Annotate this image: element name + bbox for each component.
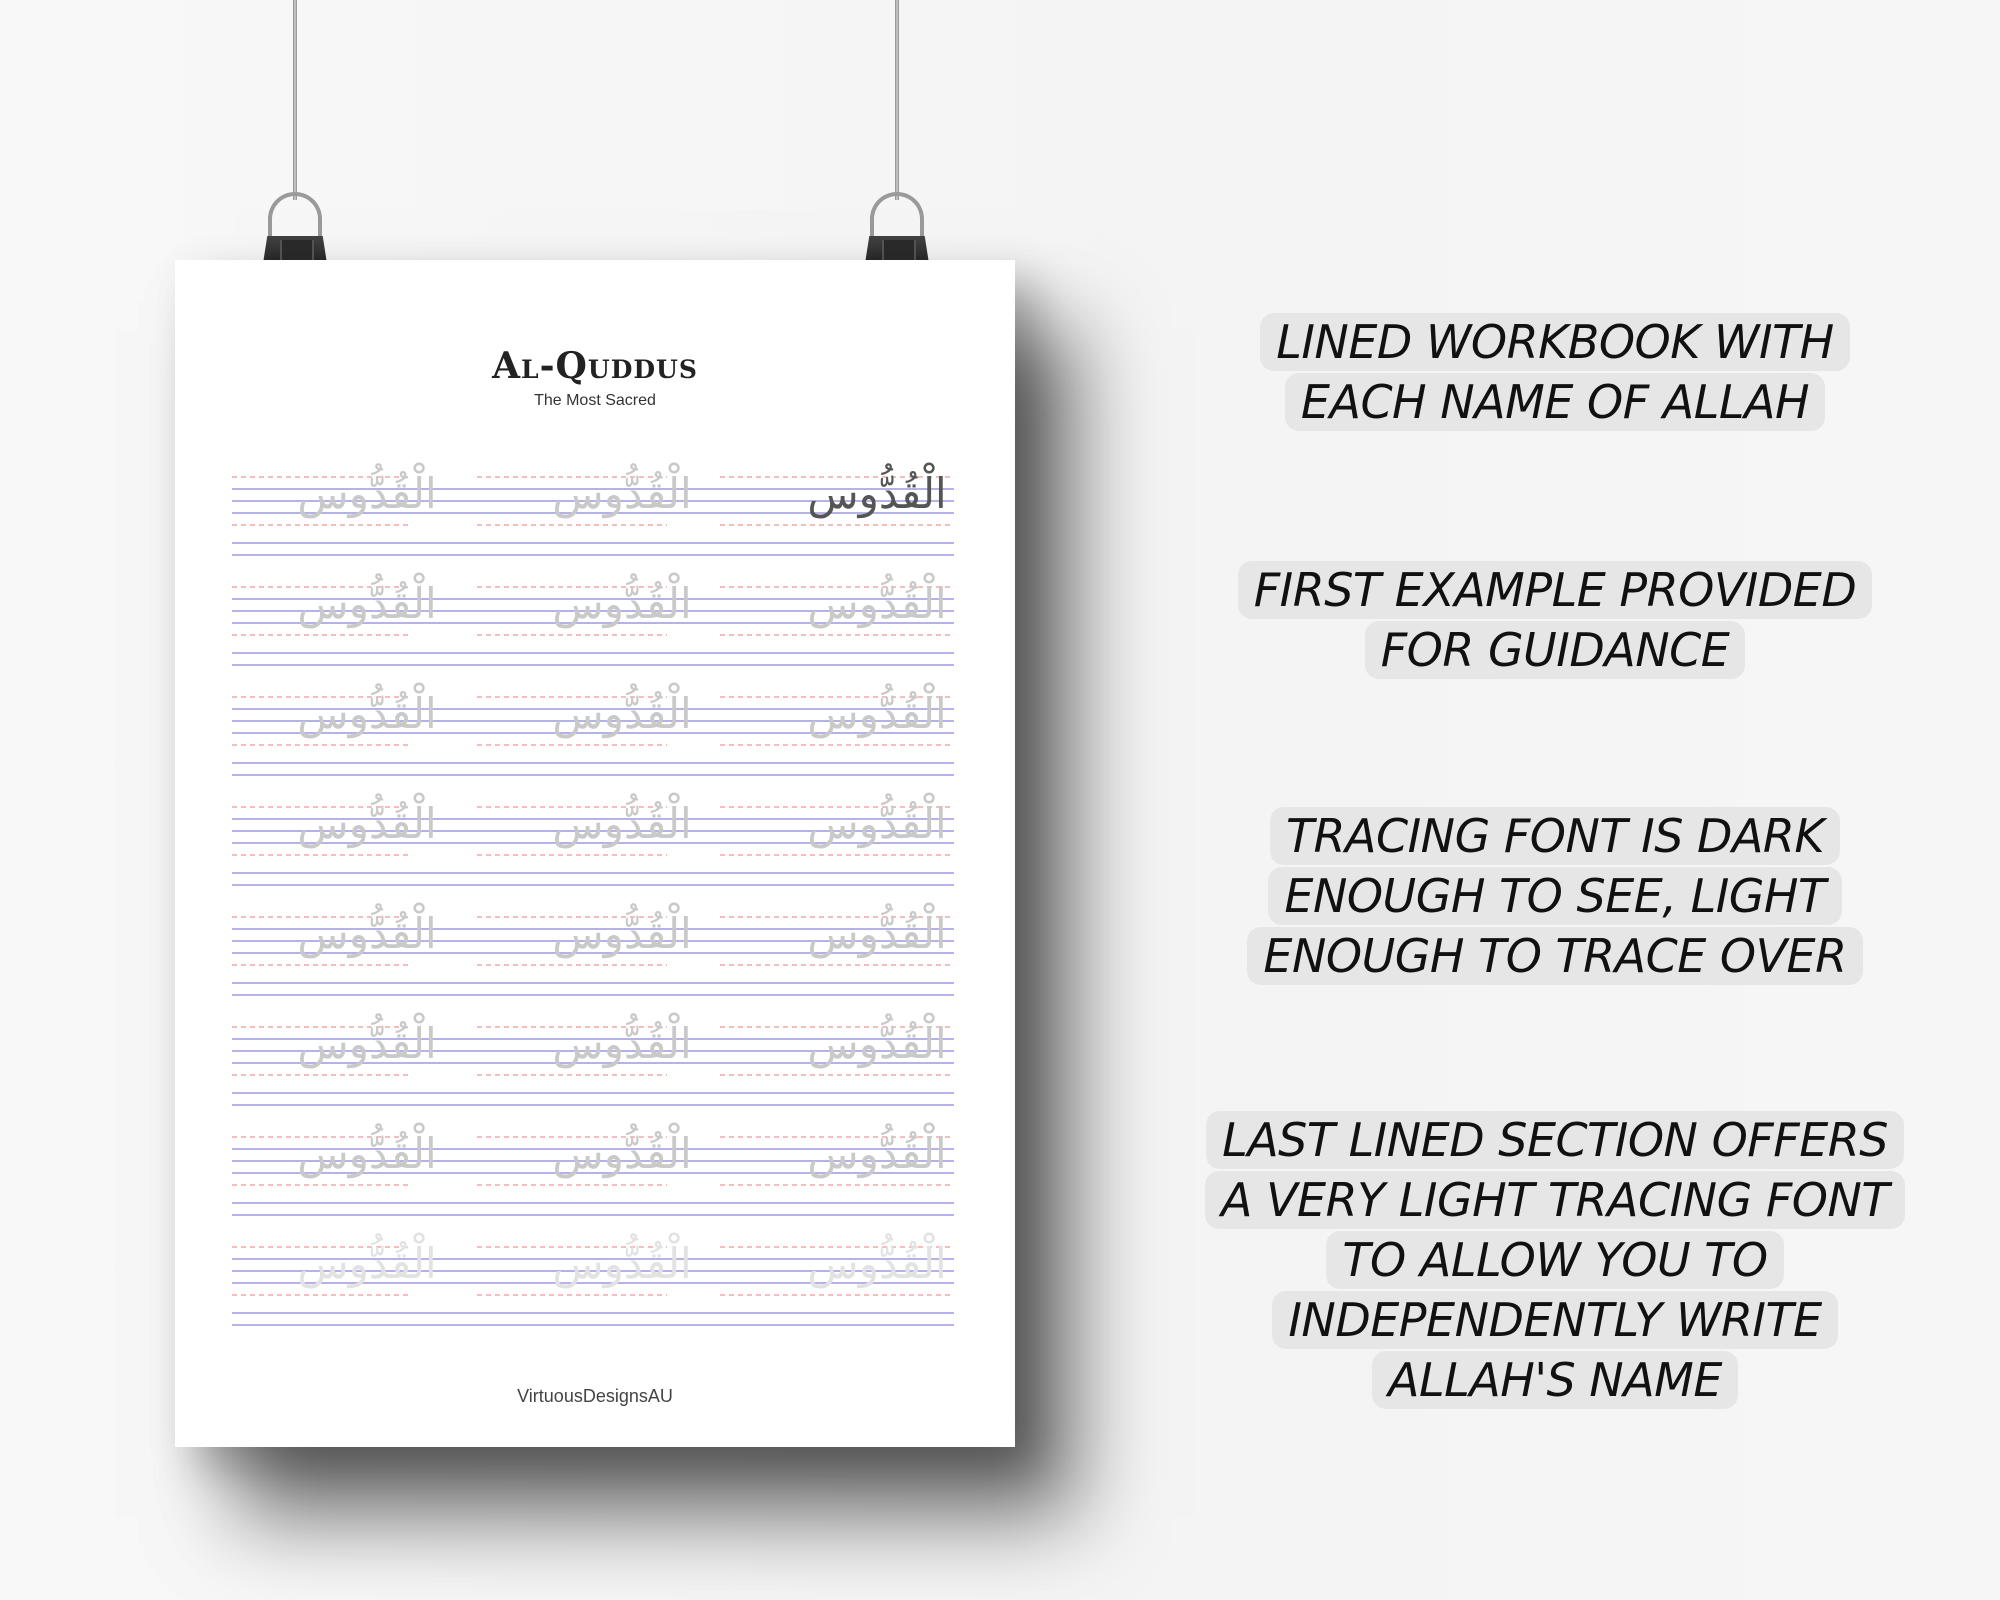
tracing-word: الْقُدُّوس	[807, 909, 947, 958]
tracing-word: الْقُدُّوس	[807, 799, 947, 848]
tracing-word: الْقُدُّوس	[552, 689, 692, 738]
worksheet-title: Al-Quddus	[492, 345, 698, 387]
tracing-word: الْقُدُّوس	[807, 579, 947, 628]
tracing-word: الْقُدُّوس	[552, 909, 692, 958]
tracing-word: الْقُدُّوس	[807, 1239, 947, 1288]
worksheet-subtitle: The Most Sacred	[534, 392, 656, 409]
tracing-word: الْقُدُّوس	[297, 1019, 437, 1068]
tracing-word: الْقُدُّوس	[807, 689, 947, 738]
tracing-word: الْقُدُّوس	[552, 799, 692, 848]
tracing-word: الْقُدُّوس	[297, 579, 437, 628]
caption-last-section: LAST LINED SECTION OFFERS A VERY LIGHT TRACING FONT TO ALLOW YOU TO INDEPENDENTLY WRITE ALLAH'S NAME	[1195, 1110, 1915, 1410]
tracing-word: الْقُدُّوس	[552, 469, 692, 518]
caption-lined-workbook: LINED WORKBOOK WITH EACH NAME OF ALLAH	[1195, 312, 1915, 432]
hanging-string-left	[293, 0, 297, 200]
hanging-string-right	[895, 0, 899, 200]
worksheet-poster	[175, 260, 1015, 1447]
tracing-word: الْقُدُّوس	[297, 909, 437, 958]
tracing-word: الْقُدُّوس	[552, 1129, 692, 1178]
worksheet-footer: VirtuousDesignsAU	[517, 1386, 673, 1406]
tracing-word: الْقُدُّوس	[297, 1239, 437, 1288]
tracing-word: الْقُدُّوس	[297, 469, 437, 518]
tracing-word: الْقُدُّوس	[807, 1019, 947, 1068]
caption-first-example: FIRST EXAMPLE PROVIDED FOR GUIDANCE	[1195, 560, 1915, 680]
tracing-word: الْقُدُّوس	[297, 689, 437, 738]
caption-tracing-font: TRACING FONT IS DARK ENOUGH TO SEE, LIGHT ENOUGH TO TRACE OVER	[1195, 806, 1915, 986]
tracing-word: الْقُدُّوس	[552, 579, 692, 628]
tracing-word: الْقُدُّوس	[552, 1239, 692, 1288]
tracing-word: الْقُدُّوس	[552, 1019, 692, 1068]
tracing-word: الْقُدُّوس	[297, 1129, 437, 1178]
tracing-word: الْقُدُّوس	[807, 1129, 947, 1178]
tracing-word: الْقُدُّوس	[297, 799, 437, 848]
first-example-word: الْقُدُّوس	[807, 469, 947, 518]
